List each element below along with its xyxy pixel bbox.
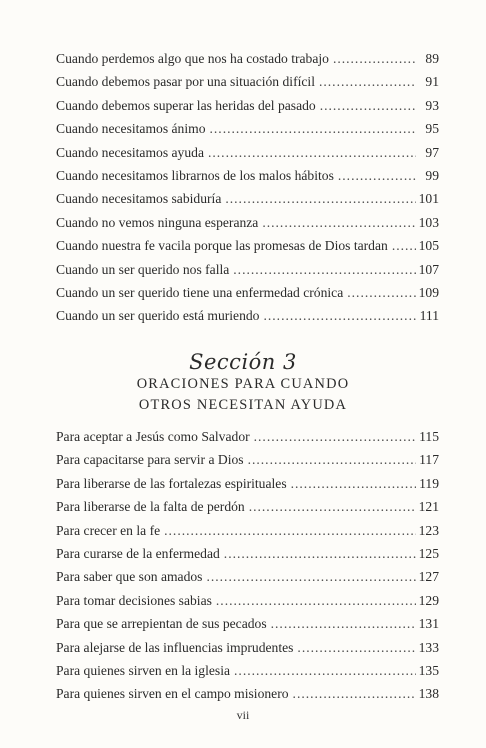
dot-leader [249,495,416,518]
toc-entry-page: 131 [418,616,439,632]
toc-entry [56,659,439,682]
toc-entry [56,211,439,234]
dot-leader [254,425,416,448]
dot-leader [233,258,415,281]
toc-entry-page: 93 [425,97,439,113]
toc-entry-page: 109 [418,284,439,300]
toc-entry-title: Cuando necesitamos sabiduría [56,191,222,207]
toc-entry [56,472,439,495]
toc-entry-title: Cuando nuestra fe vacila porque las promesas de Dios tardan [56,238,388,254]
toc-entry-page: 123 [418,522,439,538]
toc-list-previous-section [56,47,439,328]
dot-leader [271,612,416,635]
toc-entry-title: Cuando necesitamos ayuda [56,144,204,160]
toc-entry [56,542,439,565]
dot-leader [319,70,416,93]
dot-leader [333,47,416,70]
dot-leader [263,304,416,327]
toc-entry-title: Cuando debemos superar las heridas del pasado [56,97,316,113]
toc-entry [56,495,439,518]
toc-entry [56,117,439,140]
dot-leader [293,682,416,705]
toc-entry-page: 127 [418,569,439,585]
toc-entry-title: Para saber que son amados [56,569,203,585]
toc-entry [56,70,439,93]
toc-entry-page: 119 [419,475,439,491]
dot-leader [234,659,416,682]
toc-entry-title: Para que se arrepientan de sus pecados [56,616,267,632]
toc-entry [56,141,439,164]
toc-entry-title: Para tomar decisiones sabias [56,592,212,608]
section-title-line-2: OTROS NECESITAN AYUDA [138,397,348,413]
toc-entry [56,304,439,327]
toc-entry-title: Para liberarse de la falta de perdón [56,499,245,515]
toc-entry [56,519,439,542]
toc-entry-page: 99 [425,167,439,183]
toc-entry [56,612,439,635]
dot-leader [216,589,416,612]
dot-leader [320,94,416,117]
dot-leader [248,448,416,471]
toc-entry-title: Para quienes sirven en el campo misionero [56,686,289,702]
toc-entry-title: Cuando no vemos ninguna esperanza [56,214,259,230]
toc-entry-title: Cuando un ser querido tiene una enfermedad crónica [56,284,344,300]
dot-leader [392,234,416,257]
toc-entry-page: 138 [418,686,439,702]
toc-entry-title: Cuando un ser querido está muriendo [56,308,260,324]
toc-entry-page: 101 [418,191,439,207]
toc-entry-page: 95 [425,121,439,137]
toc-entry-title: Para quienes sirven en la iglesia [56,662,231,678]
dot-leader [164,519,415,542]
toc-entry-title: Cuando perdemos algo que nos ha costado trabajo [56,51,329,66]
toc-entry-page: 135 [418,662,439,678]
section-number: Sección 3 [189,350,297,374]
toc-entry [56,636,439,659]
toc-entry [56,187,439,210]
toc-entry-page: 129 [418,592,439,608]
toc-entry-title: Cuando necesitamos ánimo [56,121,206,137]
dot-leader [225,187,415,210]
toc-entry [56,164,439,187]
toc-entry [56,589,439,612]
toc-entry-title: Para liberarse de las fortalezas espirituales [56,475,287,491]
toc-entry-page: 89 [425,51,439,66]
toc-entry-title: Para crecer en la fe [56,522,161,538]
dot-leader [297,636,415,659]
dot-leader [210,117,417,140]
toc-entry-page: 105 [418,238,439,254]
toc-entry [56,234,439,257]
toc-entry [56,47,439,70]
toc-entry-page: 107 [418,261,439,277]
toc-list-section-3 [56,425,439,706]
dot-leader [208,141,416,164]
toc-entry-title: Para alejarse de las influencias imprudentes [56,639,294,655]
dot-leader [347,281,415,304]
toc-entry [56,258,439,281]
toc-entry-page: 111 [419,308,439,324]
dot-leader [338,164,416,187]
toc-entry-title: Cuando un ser querido nos falla [56,261,230,277]
toc-entry-title: Para capacitarse para servir a Dios [56,452,244,468]
toc-entry [56,448,439,471]
toc-entry-title: Cuando debemos pasar por una situación difícil [56,74,315,90]
toc-entry-page: 115 [419,429,439,444]
toc-entry-page: 133 [418,639,439,655]
dot-leader [291,472,416,495]
toc-entry-page: 117 [419,452,439,468]
toc-entry-title: Para aceptar a Jesús como Salvador [56,429,250,444]
dot-leader [206,565,415,588]
page-number: vii [236,708,250,722]
toc-entry-page: 97 [425,144,439,160]
toc-entry-page: 103 [418,214,439,230]
toc-entry [56,682,439,705]
toc-entry-title: Cuando necesitamos librarnos de los malos hábitos [56,167,334,183]
section-title [0,374,486,416]
toc-entry-page: 121 [418,499,439,515]
toc-entry [56,94,439,117]
section-title-line-1: ORACIONES PARA CUANDO [136,376,350,392]
toc-entry [56,281,439,304]
dot-leader [224,542,416,565]
toc-entry-title: Para curarse de la enfermedad [56,545,220,561]
toc-entry [56,425,439,448]
toc-entry [56,565,439,588]
toc-entry-page: 125 [418,545,439,561]
dot-leader [262,211,415,234]
toc-entry-page: 91 [425,74,439,90]
